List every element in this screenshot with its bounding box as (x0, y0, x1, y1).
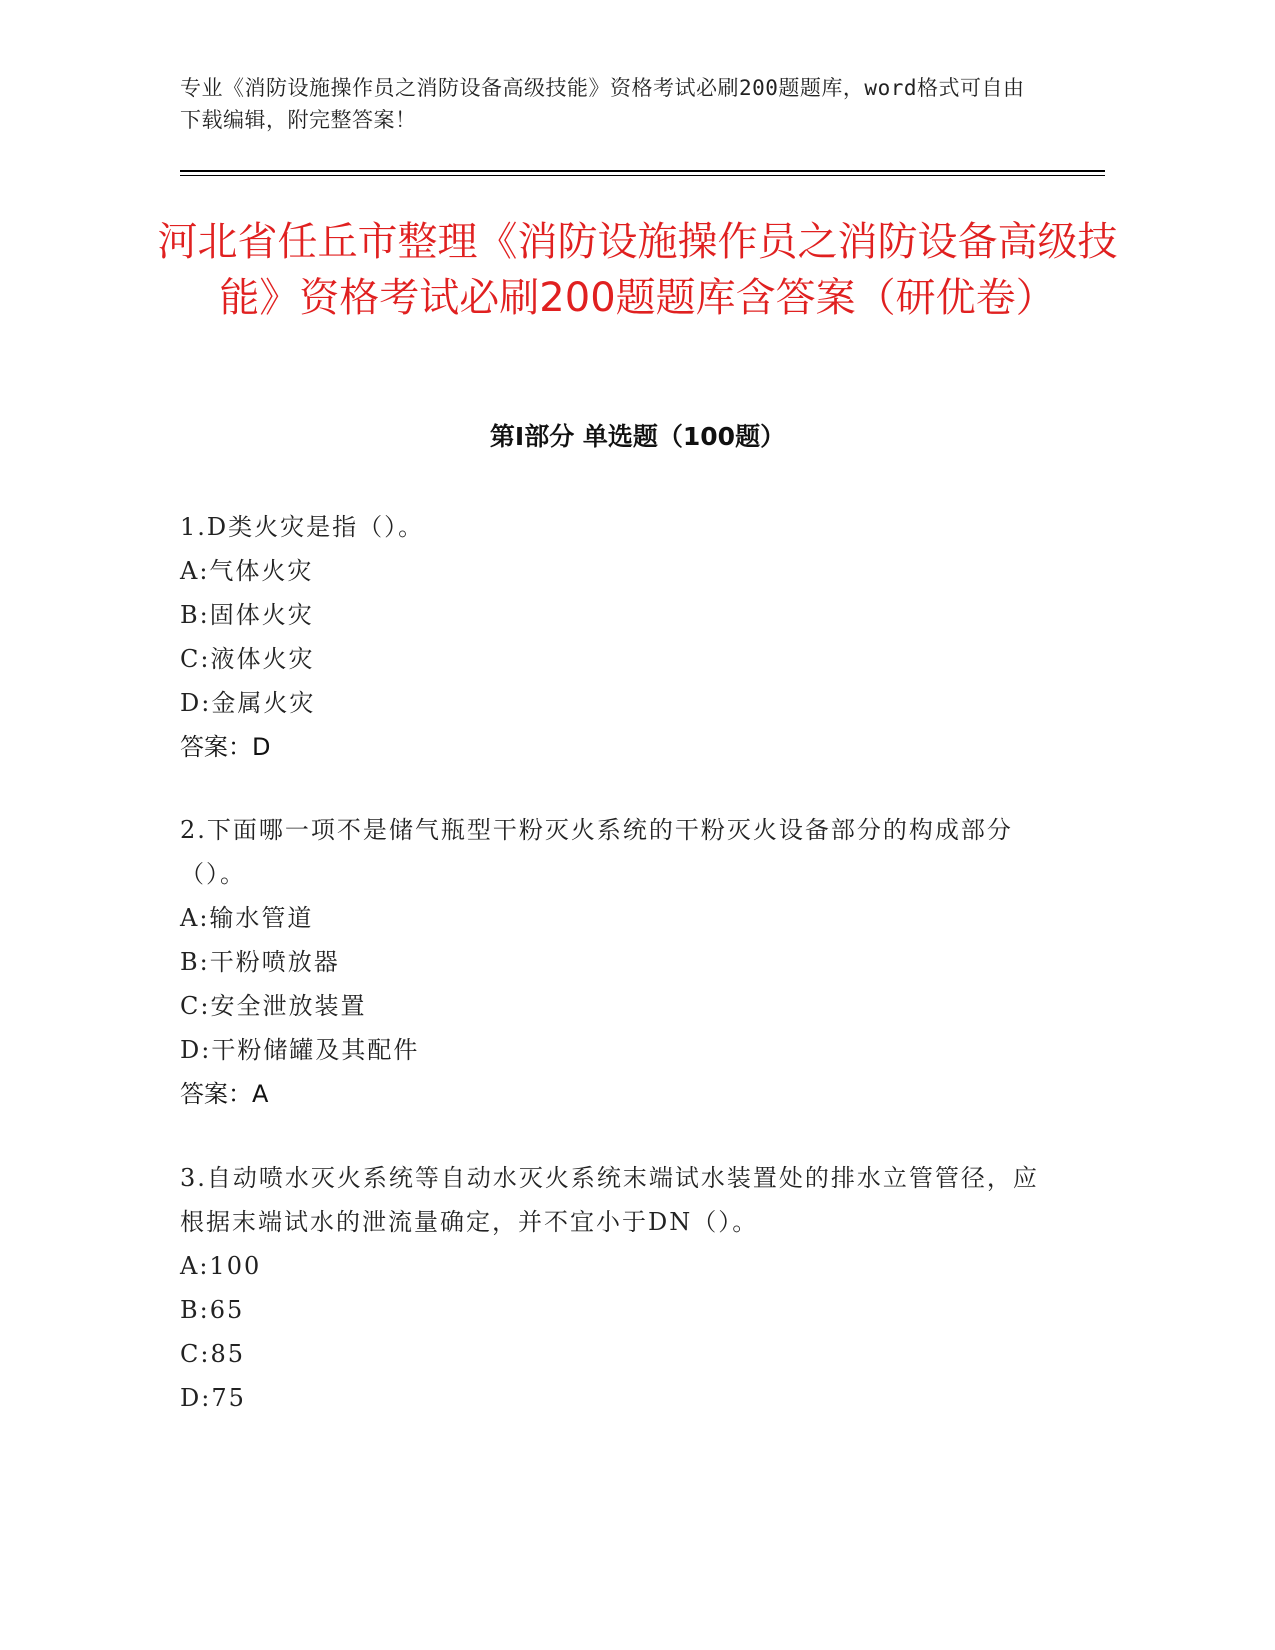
option-text: 安全泄放装置 (210, 992, 367, 1020)
option-c (180, 637, 1040, 681)
option-b (180, 1288, 1040, 1332)
option-text: 65 (209, 1296, 245, 1324)
option-d (180, 681, 1040, 725)
header-note: 专业《消防设施操作员之消防设备高级技能》资格考试必刷200题题库，word格式可自由下载编辑，附完整答案！ (180, 76, 1025, 132)
document-title: 河北省任丘市整理《消防设施操作员之消防设备高级技能》资格考试必刷200题题库含答案（研优卷） (157, 219, 1118, 321)
option-a (180, 896, 1040, 940)
option-letter: D: (180, 689, 212, 717)
option-a (180, 1244, 1040, 1288)
section-title: 第Ⅰ部分 单选题（100题） (489, 422, 786, 451)
option-text: 液体火灾 (210, 645, 315, 673)
option-c (180, 984, 1040, 1028)
question-stem: 3.自动喷水灭火系统等自动水灭火系统末端试水装置处的排水立管管径，应根据末端试水的泄流量确定，并不宜小于DN（）。 (180, 1164, 1039, 1236)
option-letter: D: (180, 1036, 212, 1064)
question-3 (180, 1156, 1040, 1420)
option-text: 输水管道 (209, 904, 314, 932)
header-divider-thin (180, 175, 1105, 176)
option-letter: D: (180, 1384, 212, 1412)
option-text: 干粉喷放器 (209, 948, 340, 976)
option-text: 气体火灾 (209, 557, 314, 585)
question-stem: 1.D类火灾是指（）。 (180, 513, 425, 541)
option-letter: C: (180, 992, 211, 1020)
option-letter: C: (180, 645, 211, 673)
question-1 (180, 505, 1040, 769)
option-letter: B: (180, 1296, 210, 1324)
option-b (180, 593, 1040, 637)
option-letter: A: (180, 1252, 210, 1280)
option-d (180, 1028, 1040, 1072)
header-divider-thick (180, 170, 1105, 172)
option-text: 固体火灾 (209, 601, 314, 629)
option-a (180, 549, 1040, 593)
option-text: 75 (211, 1384, 246, 1412)
option-c (180, 1332, 1040, 1376)
option-letter: C: (180, 1340, 211, 1368)
answer: 答案：D (180, 733, 271, 761)
option-text: 干粉储罐及其配件 (211, 1036, 420, 1064)
option-letter: A: (180, 904, 210, 932)
option-text: 100 (209, 1252, 262, 1280)
question-stem: 2.下面哪一项不是储气瓶型干粉灭火系统的干粉灭火设备部分的构成部分（）。 (180, 816, 1013, 888)
option-d (180, 1376, 1040, 1420)
option-letter: B: (180, 948, 210, 976)
option-text: 85 (210, 1340, 245, 1368)
answer: 答案：A (180, 1080, 269, 1108)
option-letter: A: (180, 557, 210, 585)
option-text: 金属火灾 (211, 689, 316, 717)
option-letter: B: (180, 601, 210, 629)
question-2 (180, 808, 1040, 1116)
option-b (180, 940, 1040, 984)
